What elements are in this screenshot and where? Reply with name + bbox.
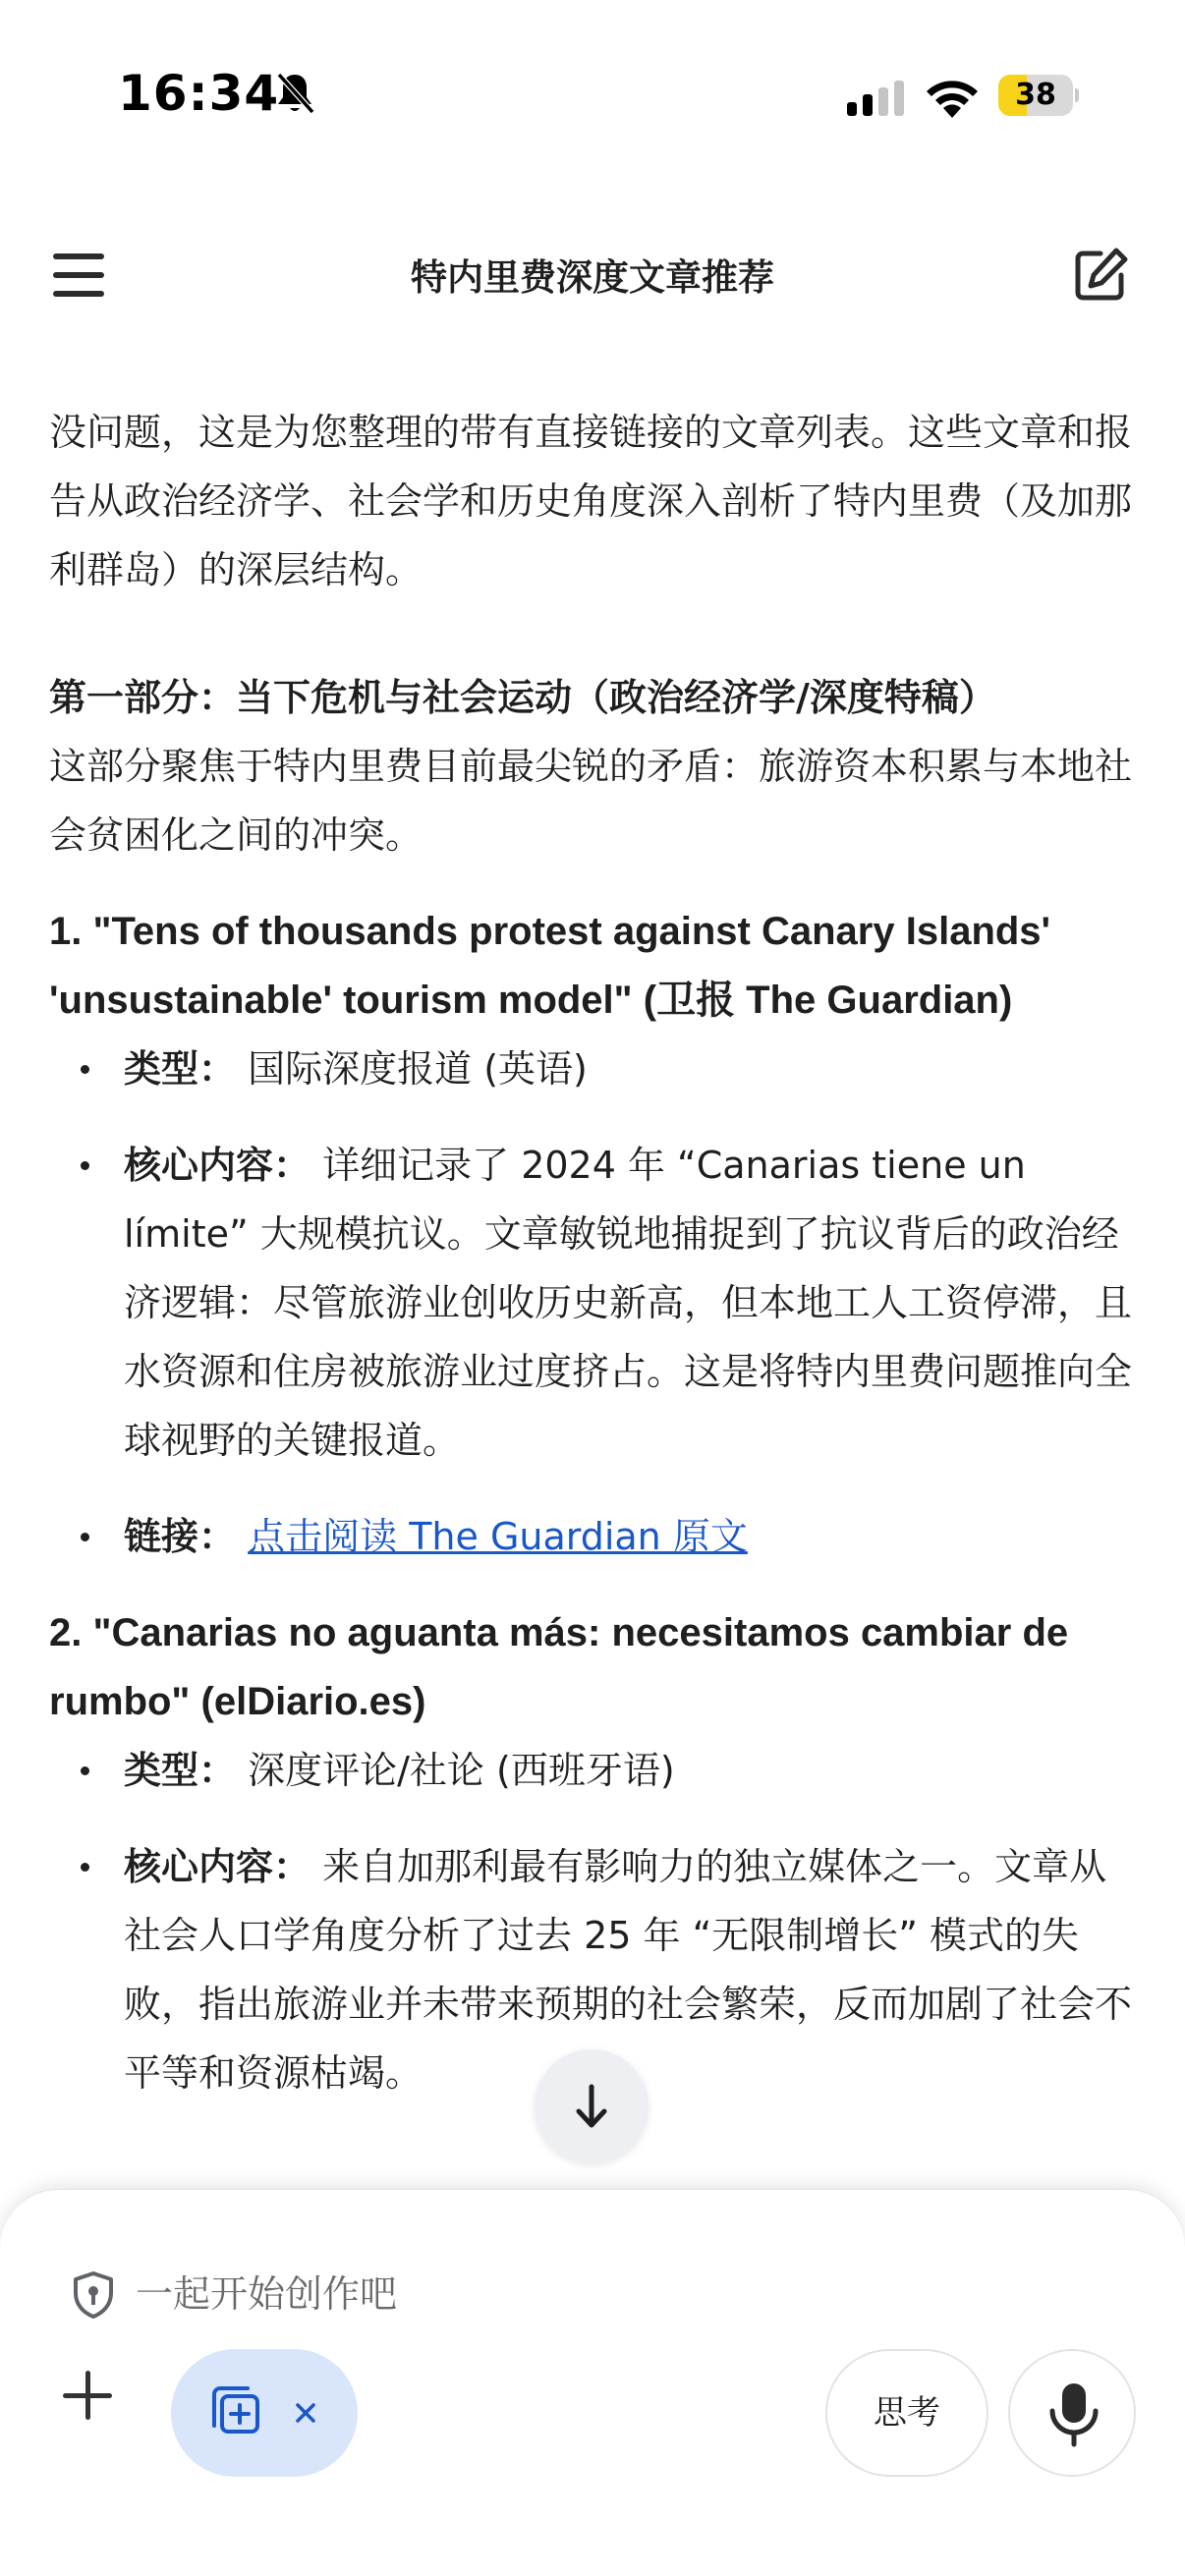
- status-time: 16:34: [118, 65, 280, 122]
- think-button[interactable]: 思考: [825, 2349, 988, 2477]
- core-label: 核心内容：: [124, 1144, 311, 1187]
- bell-slash-icon: [273, 71, 316, 116]
- section-heading: 第一部分：当下危机与社会运动（政治经济学/深度特稿）: [49, 676, 996, 719]
- wifi-icon: [924, 75, 981, 118]
- add-attachment-button[interactable]: [53, 2361, 122, 2430]
- article-item: [49, 1598, 1140, 2107]
- list-item: [49, 1131, 1140, 1475]
- image-add-icon: [206, 2382, 265, 2441]
- shield-icon: [71, 2270, 116, 2320]
- close-icon[interactable]: [287, 2394, 324, 2432]
- type-value: 深度评论/社论 (西班牙语): [248, 1749, 675, 1792]
- app-header: [0, 226, 1185, 324]
- scroll-down-button[interactable]: [535, 2049, 649, 2163]
- article-title: 2. "Canarias no aguanta más: necesitamos cambiar de rumbo" (elDiario.es): [49, 1611, 1069, 1723]
- signal-icon: [847, 81, 906, 116]
- type-label: 类型：: [124, 1749, 237, 1792]
- section-description: 这部分聚焦于特内里费目前最尖锐的矛盾：旅游资本积累与本地社会贫困化之间的冲突。: [49, 745, 1133, 857]
- battery-level: 38: [1015, 78, 1056, 112]
- link-label: 链接：: [124, 1515, 237, 1558]
- core-label: 核心内容：: [124, 1845, 311, 1888]
- core-value: 详细记录了 2024 年 “Canarias tiene un límite” 大规模抗议。文章敏锐地捕捉到了抗议背后的政治经济逻辑：尽管旅游业创收历史新高，但本地工人工资停滞，且水资源和住房被旅游业过度挤占。这是将特内里费问题推向全球视野的关键报道。: [124, 1144, 1133, 1462]
- list-item: [49, 1736, 1140, 1805]
- microphone-button[interactable]: [1008, 2349, 1136, 2477]
- type-label: 类型：: [124, 1047, 237, 1091]
- composer-panel: [0, 2189, 1185, 2576]
- prompt-placeholder: 一起开始创作吧: [136, 2272, 398, 2316]
- list-item: [49, 1035, 1140, 1103]
- battery-icon: [998, 75, 1079, 116]
- intro-paragraph: 没问题，这是为您整理的带有直接链接的文章列表。这些文章和报告从政治经济学、社会学和历史角度深入剖析了特内里费（及加那利群岛）的深层结构。: [49, 411, 1133, 591]
- response-message: [49, 398, 1140, 2135]
- core-value: 来自加那利最有影响力的独立媒体之一。文章从社会人口学角度分析了过去 25 年 “无限制增长” 模式的失败，指出旅游业并未带来预期的社会繁荣，反而加剧了社会不平等和资源枯竭。: [124, 1845, 1133, 2095]
- arrow-down-icon: [535, 2049, 649, 2163]
- image-tool-chip[interactable]: [171, 2349, 358, 2477]
- type-value: 国际深度报道 (英语): [248, 1047, 588, 1091]
- article-title: 1. "Tens of thousands protest against Canary Islands' 'unsustainable' tourism model" (卫报 The Guardian): [49, 910, 1051, 1022]
- article-link[interactable]: 点击阅读 The Guardian 原文: [248, 1515, 748, 1558]
- new-chat-edit-icon[interactable]: [1071, 246, 1130, 305]
- article-item: [49, 897, 1140, 1571]
- list-item: [49, 1502, 1140, 1571]
- page-title: 特内里费深度文章推荐: [411, 256, 774, 299]
- status-bar: [0, 0, 1185, 187]
- microphone-icon: [1043, 2381, 1105, 2448]
